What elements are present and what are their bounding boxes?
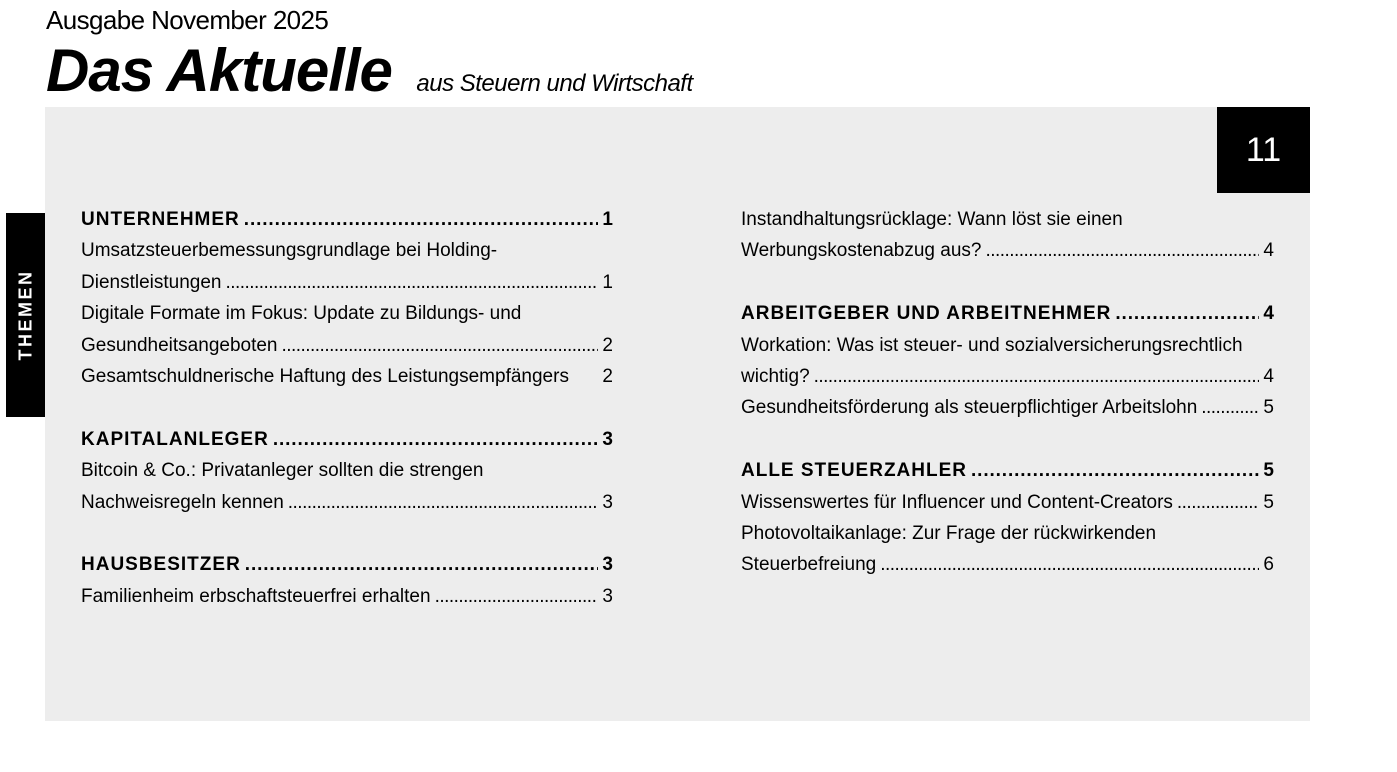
toc-entry[interactable] (81, 235, 613, 298)
leader-dots (282, 330, 599, 361)
toc-entry[interactable] (741, 392, 1274, 423)
toc-entry-text: Digitale Formate im Fokus: Update zu Bildungs- und (81, 303, 522, 325)
toc-page-ref: 3 (602, 585, 613, 607)
toc-heading-label: KAPITALANLEGER (81, 428, 269, 450)
toc-page-ref: 4 (1263, 366, 1274, 388)
toc-heading-hausbesitzer[interactable] (81, 549, 613, 580)
toc-entry[interactable] (81, 361, 613, 392)
toc-page-ref: 4 (1263, 303, 1274, 325)
toc-entry[interactable] (81, 455, 613, 518)
toc-page-ref: 3 (602, 428, 613, 450)
toc-heading-unternehmer[interactable] (81, 204, 613, 235)
leader-dots (1201, 392, 1259, 423)
toc-page-ref: 2 (602, 334, 613, 356)
toc-entry-text: Gesundheitsförderung als steuerpflichtiger Arbeitslohn (741, 397, 1198, 419)
toc-entry-text: Bitcoin & Co.: Privatanleger sollten die strengen (81, 460, 484, 482)
leader-dots (245, 549, 599, 580)
toc-entry-text: Gesamtschuldnerische Haftung des Leistungsempfängers (81, 366, 569, 388)
section-spacer (81, 392, 613, 423)
themen-side-tab (6, 213, 45, 417)
leader-dots (288, 487, 599, 518)
leader-dots (244, 204, 599, 235)
issue-date: Ausgabe November 2025 (46, 5, 329, 35)
toc-entry[interactable] (741, 204, 1274, 267)
toc-entry[interactable] (741, 487, 1274, 518)
leader-dots (985, 235, 1259, 266)
leader-dots (1115, 298, 1259, 329)
toc-heading-label: ARBEITGEBER UND ARBEITNEHMER (741, 303, 1112, 325)
newsletter-subtitle: aus Steuern und Wirtschaft (416, 70, 693, 97)
toc-entry-text: Nachweisregeln kennen (81, 491, 284, 513)
toc-page-ref: 3 (602, 554, 613, 576)
toc-entry-text: Wissenswertes für Influencer und Content-Creators (741, 491, 1173, 513)
newsletter-title: Das Aktuelle (46, 37, 392, 104)
toc-entry-text: Dienstleistungen (81, 271, 222, 293)
page-number-box (1217, 107, 1310, 193)
toc-heading-label: UNTERNEHMER (81, 209, 240, 230)
toc-heading-kapitalanleger[interactable] (81, 424, 613, 455)
section-spacer (741, 267, 1274, 298)
toc-entry-text: Umsatzsteuerbemessungsgrundlage bei Holding- (81, 240, 498, 262)
toc-entry[interactable] (81, 581, 613, 612)
toc-page-ref: 3 (602, 491, 613, 513)
page-number: 11 (1245, 130, 1282, 169)
side-tab-label: THEMEN (15, 269, 35, 361)
leader-dots (814, 361, 1260, 392)
toc-entry[interactable] (741, 330, 1274, 393)
toc-page-ref: 2 (602, 366, 613, 388)
toc-entry-text: Steuerbefreiung (741, 554, 877, 576)
toc-page-ref: 5 (1263, 460, 1274, 482)
leader-dots (225, 267, 598, 298)
toc-entry[interactable] (741, 518, 1274, 581)
section-spacer (741, 424, 1274, 455)
toc-entry-text: wichtig? (741, 366, 810, 388)
toc-page-ref: 1 (602, 209, 613, 230)
section-spacer (81, 518, 613, 549)
toc-entry-text: Photovoltaikanlage: Zur Frage der rückwirkenden (741, 523, 1157, 545)
toc-entry-text: Instandhaltungsrücklage: Wann löst sie einen (741, 209, 1123, 230)
leader-dots (273, 424, 599, 455)
toc-entry-text: Werbungskostenabzug aus? (741, 240, 982, 262)
toc-column-left (81, 204, 613, 612)
toc-heading-label: ALLE STEUERZAHLER (741, 460, 967, 482)
toc-entry-text: Familienheim erbschaftsteuerfrei erhalten (81, 585, 431, 607)
toc-heading-label: HAUSBESITZER (81, 554, 241, 576)
leader-dots (435, 581, 599, 612)
toc-column-right (741, 204, 1274, 581)
toc-page-ref: 5 (1263, 397, 1274, 419)
leader-dots (971, 455, 1259, 486)
toc-page-ref: 5 (1263, 491, 1274, 513)
toc-heading-arbeitgeber[interactable] (741, 298, 1274, 329)
toc-page-ref: 1 (602, 271, 613, 293)
toc-page-ref: 6 (1263, 554, 1274, 576)
toc-page-ref: 4 (1263, 240, 1274, 262)
toc-heading-alle-steuerzahler[interactable] (741, 455, 1274, 486)
leader-dots (1177, 487, 1260, 518)
masthead (46, 38, 693, 104)
toc-entry[interactable] (81, 298, 613, 361)
leader-dots (880, 549, 1259, 580)
toc-entry-text: Workation: Was ist steuer- und sozialversicherungsrechtlich (741, 334, 1243, 356)
toc-entry-text: Gesundheitsangeboten (81, 334, 278, 356)
